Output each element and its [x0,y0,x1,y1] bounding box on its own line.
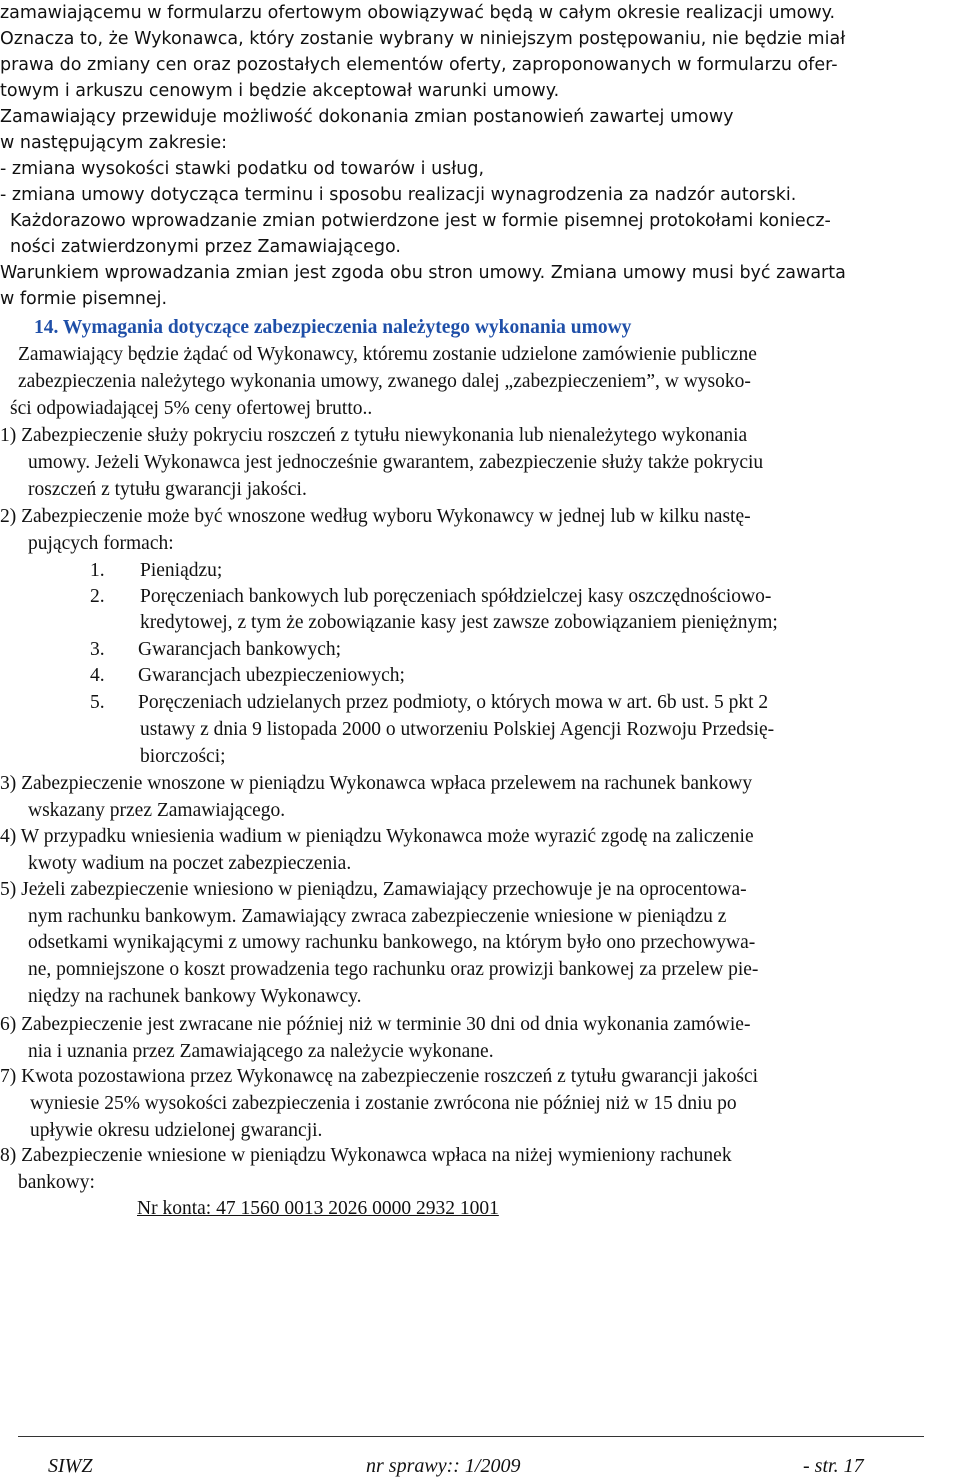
form-item-text: ustawy z dnia 9 listopada 2000 o utworzeniu Polskiej Agencji Rozwoju Przedsię- [140,719,775,740]
point-1-line: 1) Zabezpieczenie służy pokryciu roszczeń z tytułu niewykonania lub nienależytego wykonania [0,425,748,446]
footer-divider [18,1436,924,1437]
point-1-line: umowy. Jeżeli Wykonawca jest jednocześnie gwarantem, zabezpieczenie służy także pokryciu [28,452,764,473]
section-intro-line: Zamawiający będzie żądać od Wykonawcy, któremu zostanie udzielone zamówienie publiczne [18,344,757,365]
form-item-number: 3. [90,639,105,660]
point-5-line: ne, pomniejszone o koszt prowadzenia tego rachunku oraz prowizji bankowej za przelew pie- [28,959,759,980]
paragraph-b-line: - zmiana umowy dotycząca terminu i sposobu realizacji wynagrodzenia za nadzór autorski. [0,185,797,205]
point-5-line: 5) Jeżeli zabezpieczenie wniesiono w pieniądzu, Zamawiający przechowuje je na oprocentowa- [0,879,747,900]
form-item-text: Poręczeniach udzielanych przez podmioty, o których mowa w art. 6b ust. 5 pkt 2 [138,692,769,713]
form-item-number: 2. [90,586,105,607]
point-2-line: 2) Zabezpieczenie może być wnoszone według wyboru Wykonawcy w jednej lub w kilku nastę- [0,506,751,527]
form-item-number: 1. [90,560,105,581]
form-item-number: 4. [90,665,105,686]
point-5-line: nym rachunku bankowym. Zamawiający zwraca zabezpieczenie wniesione w pieniądzu z [28,906,727,927]
paragraph-d-line: Warunkiem wprowadzania zmian jest zgoda obu stron umowy. Zmiana umowy musi być zawarta [0,263,846,283]
point-6-line: nia i uznania przez Zamawiającego za należycie wykonane. [28,1041,494,1062]
footer-page-number: - str. 17 [803,1455,864,1477]
form-item-text: Pieniądzu; [140,560,223,581]
section-intro-line: ści odpowiadającej 5% ceny ofertowej brutto.. [10,398,373,419]
point-8-line: 8) Zabezpieczenie wniesione w pieniądzu Wykonawca wpłaca na niżej wymieniony rachunek [0,1145,732,1166]
point-7-line: 7) Kwota pozostawiona przez Wykonawcę na zabezpieczenie roszczeń z tytułu gwarancji jakości [0,1066,759,1087]
section-number: 14. [34,317,59,338]
section-title: Wymagania dotyczące zabezpieczenia należytego wykonania umowy [62,317,632,338]
form-item-text: Poręczeniach bankowych lub poręczeniach spółdzielczej kasy oszczędnościowo- [140,586,772,607]
section-heading [34,315,631,341]
footer-left: SIWZ [48,1455,93,1477]
point-8-line: bankowy: [18,1172,95,1193]
paragraph-a-line: zamawiającemu w formularzu ofertowym obowiązywać będą w całym okresie realizacji umowy. [0,3,836,23]
form-item-number: 5. [90,692,105,713]
form-item-text: biorczości; [140,746,226,767]
paragraph-d-line: w formie pisemnej. [0,289,168,309]
point-7-line: upływie okresu udzielonej gwarancji. [30,1120,323,1141]
section-intro-line: zabezpieczenia należytego wykonania umowy, zwanego dalej „zabezpieczeniem”, w wysoko- [18,371,751,392]
paragraph-a-line: Oznacza to, że Wykonawca, który zostanie wybrany w niniejszym postępowaniu, nie będzie miał [0,29,846,49]
paragraph-b-line: w następującym zakresie: [0,133,228,153]
paragraph-c-line: ności zatwierdzonymi przez Zamawiającego. [10,237,401,257]
point-3-line: 3) Zabezpieczenie wnoszone w pieniądzu Wykonawca wpłaca przelewem na rachunek bankowy [0,773,753,794]
form-item-text: Gwarancjach bankowych; [138,639,342,660]
paragraph-a-line: prawa do zmiany cen oraz pozostałych elementów oferty, zaproponowanych w formularzu ofer- [0,55,838,75]
paragraph-a-line: towym i arkuszu cenowym i będzie akceptował warunki umowy. [0,81,560,101]
paragraph-b-line: - zmiana wysokości stawki podatku od towarów i usług, [0,159,485,179]
form-item-text: Gwarancjach ubezpieczeniowych; [138,665,405,686]
point-5-line: odsetkami wynikającymi z umowy rachunku bankowego, na którym było ono przechowywa- [28,932,756,953]
point-4-line: 4) W przypadku wniesienia wadium w pieniądzu Wykonawca może wyrazić zgodę na zaliczenie [0,826,754,847]
point-1-line: roszczeń z tytułu gwarancji jakości. [28,479,307,500]
bank-account-number: Nr konta: 47 1560 0013 2026 0000 2932 1001 [137,1198,499,1219]
paragraph-c-line: Każdorazowo wprowadzanie zmian potwierdzone jest w formie pisemnej protokołami koniecz- [10,211,831,231]
paragraph-b-line: Zamawiający przewiduje możliwość dokonania zmian postanowień zawartej umowy [0,107,734,127]
point-2-line: pujących formach: [28,533,174,554]
point-3-line: wskazany przez Zamawiającego. [28,800,286,821]
point-6-line: 6) Zabezpieczenie jest zwracane nie później niż w terminie 30 dni od dnia wykonania zamówie- [0,1014,751,1035]
footer-case-number: nr sprawy:: 1/2009 [366,1455,521,1477]
point-4-line: kwoty wadium na poczet zabezpieczenia. [28,853,352,874]
form-item-text: kredytowej, z tym że zobowiązanie kasy jest zawsze zobowiązaniem pieniężnym; [140,612,778,633]
point-5-line: niędzy na rachunek bankowy Wykonawcy. [28,986,362,1007]
point-7-line: wyniesie 25% wysokości zabezpieczenia i zostanie zwrócona nie później niż w 15 dniu po [30,1093,737,1114]
